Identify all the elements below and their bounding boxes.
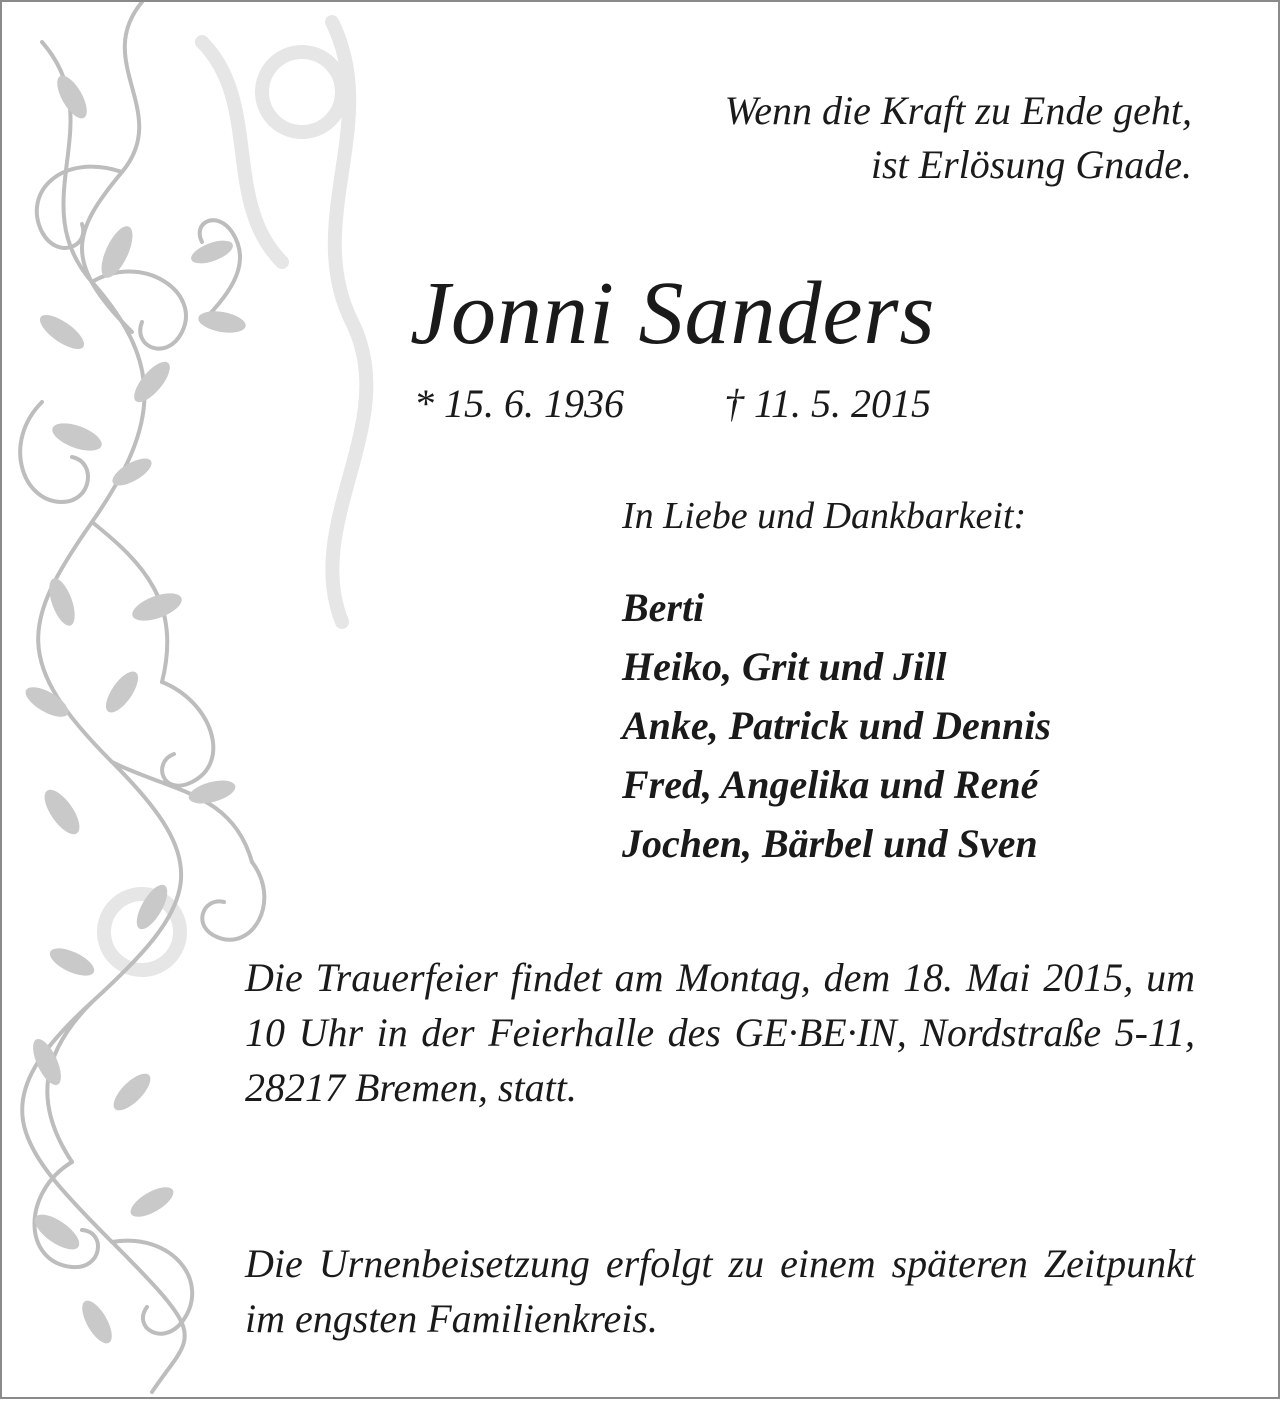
mourners-list <box>622 578 1051 873</box>
floral-vine-ornament <box>2 2 422 1397</box>
mourner-entry: Jochen, Bärbel und Sven <box>622 821 1038 866</box>
birth-date: * 15. 6. 1936 <box>414 381 624 426</box>
motto-line-1: Wenn die Kraft zu Ende geht, <box>724 88 1192 133</box>
funeral-notice: Die Trauerfeier findet am Montag, dem 18. Mai 2015, um 10 Uhr in der Feierhalle des GE·BE·IN, Nordstraße 5-11, 28217 Bremen, statt. <box>245 955 1195 1110</box>
motto <box>725 84 1192 192</box>
mourner-entry: Heiko, Grit und Jill <box>622 644 947 689</box>
mourner-entry: Fred, Angelika und René <box>622 762 1039 807</box>
burial-notice: Die Urnenbeisetzung erfolgt zu einem späteren Zeitpunkt im engsten Familienkreis. <box>245 1241 1195 1341</box>
motto-line-2: ist Erlösung Gnade. <box>870 142 1192 187</box>
life-dates <box>414 380 931 428</box>
mourner-entry: Anke, Patrick und Dennis <box>622 703 1051 748</box>
death-date: † 11. 5. 2015 <box>724 381 932 426</box>
thanks-line: In Liebe und Dankbarkeit: <box>622 495 1027 537</box>
mourner-entry: Berti <box>622 585 705 630</box>
deceased-name: Jonni Sanders <box>410 264 936 363</box>
